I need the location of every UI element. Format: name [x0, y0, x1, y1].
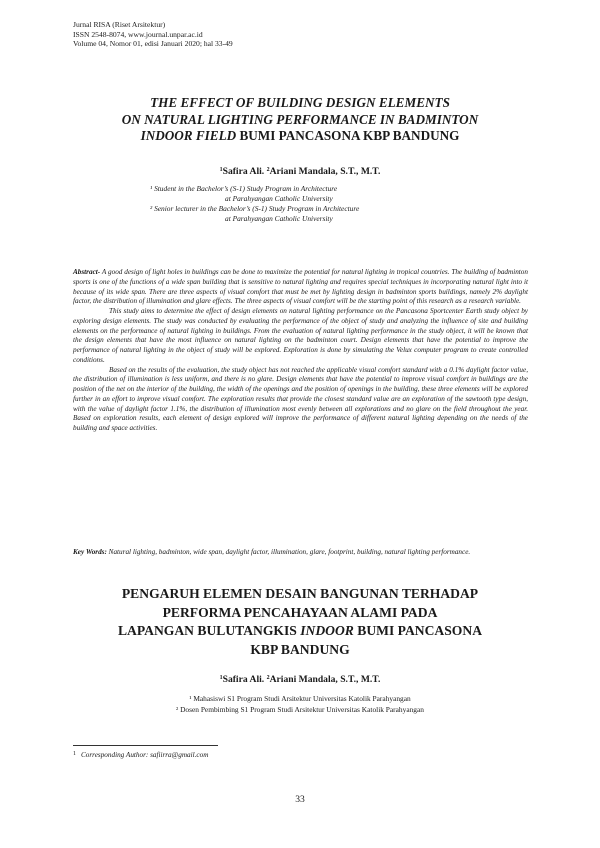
author1-marker: 1: [219, 167, 223, 173]
affiliation-id-2: ² Dosen Pembimbing S1 Program Studi Arsitektur Universitas Katolik Parahyangan: [176, 704, 424, 714]
affiliations-en: [150, 184, 450, 224]
title-id-line3: [60, 622, 540, 641]
title-id-line2: PERFORMA PENCAHAYAAN ALAMI PADA: [162, 604, 438, 620]
footnote-divider: [73, 745, 218, 746]
journal-header: [73, 20, 233, 49]
english-title: [60, 95, 540, 145]
authors-id: [0, 674, 600, 685]
title-en-line2: ON NATURAL LIGHTING PERFORMANCE IN BADMINTON: [121, 111, 479, 127]
author1-name: Safira Ali.: [222, 674, 267, 685]
abstract-label: Abstract-: [73, 268, 101, 276]
footnote-text: Corresponding Author: safiirra@gmail.com: [81, 751, 209, 759]
journal-issn: ISSN 2548-8074, www.journal.unpar.ac.id: [73, 29, 203, 39]
keywords-text: Natural lighting, badminton, wide span, daylight factor, illumination, glare, footprint, building, natural lighting performance.: [106, 548, 471, 556]
footnote-marker: 1: [73, 751, 76, 757]
author2-name: Ariani Mandala, S.T., M.T.: [269, 674, 381, 685]
affiliation-1-cont: at Parahyangan Catholic University: [225, 193, 333, 203]
affiliation-2-cont: at Parahyangan Catholic University: [225, 213, 333, 223]
title-id-line4: KBP BANDUNG: [250, 641, 350, 657]
title-id-line3-post: BUMI PANCASONA: [353, 623, 483, 638]
page-number: 33: [295, 794, 305, 805]
abstract-paragraph-1: [73, 268, 528, 307]
abstract-paragraph-3: Based on the results of the evaluation, the study object has not reached the applicable visual comfort standard with a 0.1% daylight factor value, the distribution of illumination is less uniform, and there is no glare. Design elements that have the potential to improve visual comfort in buildings are the position of the net on the interior of the building, the width of the openings and the position of openings in the building, these three elements will be explored further in an effort to improve visual comfort. The exploration results that provide the closest standard value are an exploration of the sawtooth type design, with the value of daylight factor 1.1%, the distribution of illumination most evenly between all explorations and no glare on the field throughout the year. Based on exploration results, each element of design explored will improve the performance of different natural lighting depending on the needs of the building and space activities.: [73, 365, 528, 432]
footnote: [73, 751, 208, 759]
abstract: [73, 268, 528, 434]
author1-marker: 1: [219, 675, 223, 681]
author2-name: Ariani Mandala, S.T., M.T.: [269, 166, 381, 177]
journal-volume: Volume 04, Nomor 01, edisi Januari 2020; hal 33-49: [73, 39, 233, 49]
author2-marker: 2: [266, 675, 270, 681]
title-en-line3: [60, 128, 540, 145]
title-id-italic: INDOOR: [300, 623, 354, 638]
title-en-italic: INDOOR FIELD: [140, 128, 237, 143]
title-id-line3-pre: LAPANGAN BULUTANGKIS: [117, 623, 301, 638]
title-id-line1: PENGARUH ELEMEN DESAIN BANGUNAN TERHADAP: [121, 586, 479, 601]
keywords: [73, 548, 528, 558]
authors-en: [0, 166, 600, 177]
affiliations-id: [0, 694, 600, 715]
affiliation-id-1: ¹ Mahasiswi S1 Program Studi Arsitektur Universitas Katolik Parahyangan: [189, 694, 411, 703]
author1-name: Safira Ali.: [222, 166, 267, 177]
keywords-label: Key Words:: [73, 548, 107, 556]
author2-marker: 2: [266, 167, 270, 173]
indonesian-title: [60, 585, 540, 659]
affiliation-1: ¹ Student in the Bachelor’s (S-1) Study Program in Architecture: [150, 184, 338, 193]
abstract-p1-text: A good design of light holes in buildings can be done to maximize the potential for natural lighting in tropical countries. The building of badminton sports is one of the functions of a wide span building that is sensitive to natural lighting and requires special techniques in incorporating natural light into it because of its wide span. There are three aspects of visual comfort that must be met by lighting design in badminton sports buildings, namely 2% daylight factor, the distribution of illumination and glare effects. The three aspects of visual comfort will be the starting point of this research as a research variable.: [73, 268, 528, 306]
journal-name: Jurnal RISA (Riset Arsitektur): [73, 20, 166, 29]
title-en-rest: BUMI PANCASONA KBP BANDUNG: [236, 128, 460, 143]
title-en-line1: THE EFFECT OF BUILDING DESIGN ELEMENTS: [150, 95, 450, 110]
abstract-paragraph-2: This study aims to determine the effect of design elements on natural lighting performance on the Pancasona Sportcenter Earth study object by exploring design elements. The study was conducted by evaluating the performance of the object of study and analyzing the influence of site and building elements on the performance of natural lighting in buildings. From the evaluation of natural lighting performance in the study object, it will be known that the design elements that have the most influence on natural lighting on the badminton court. Design elements that have the potential to improve the performance of natural lighting in the object of study will be explored. Exploration is done by simulating the Velux computer program to create controlled conditions.: [73, 307, 528, 364]
affiliation-2: ² Senior lecturer in the Bachelor’s (S-1) Study Program in Architecture: [150, 203, 360, 213]
